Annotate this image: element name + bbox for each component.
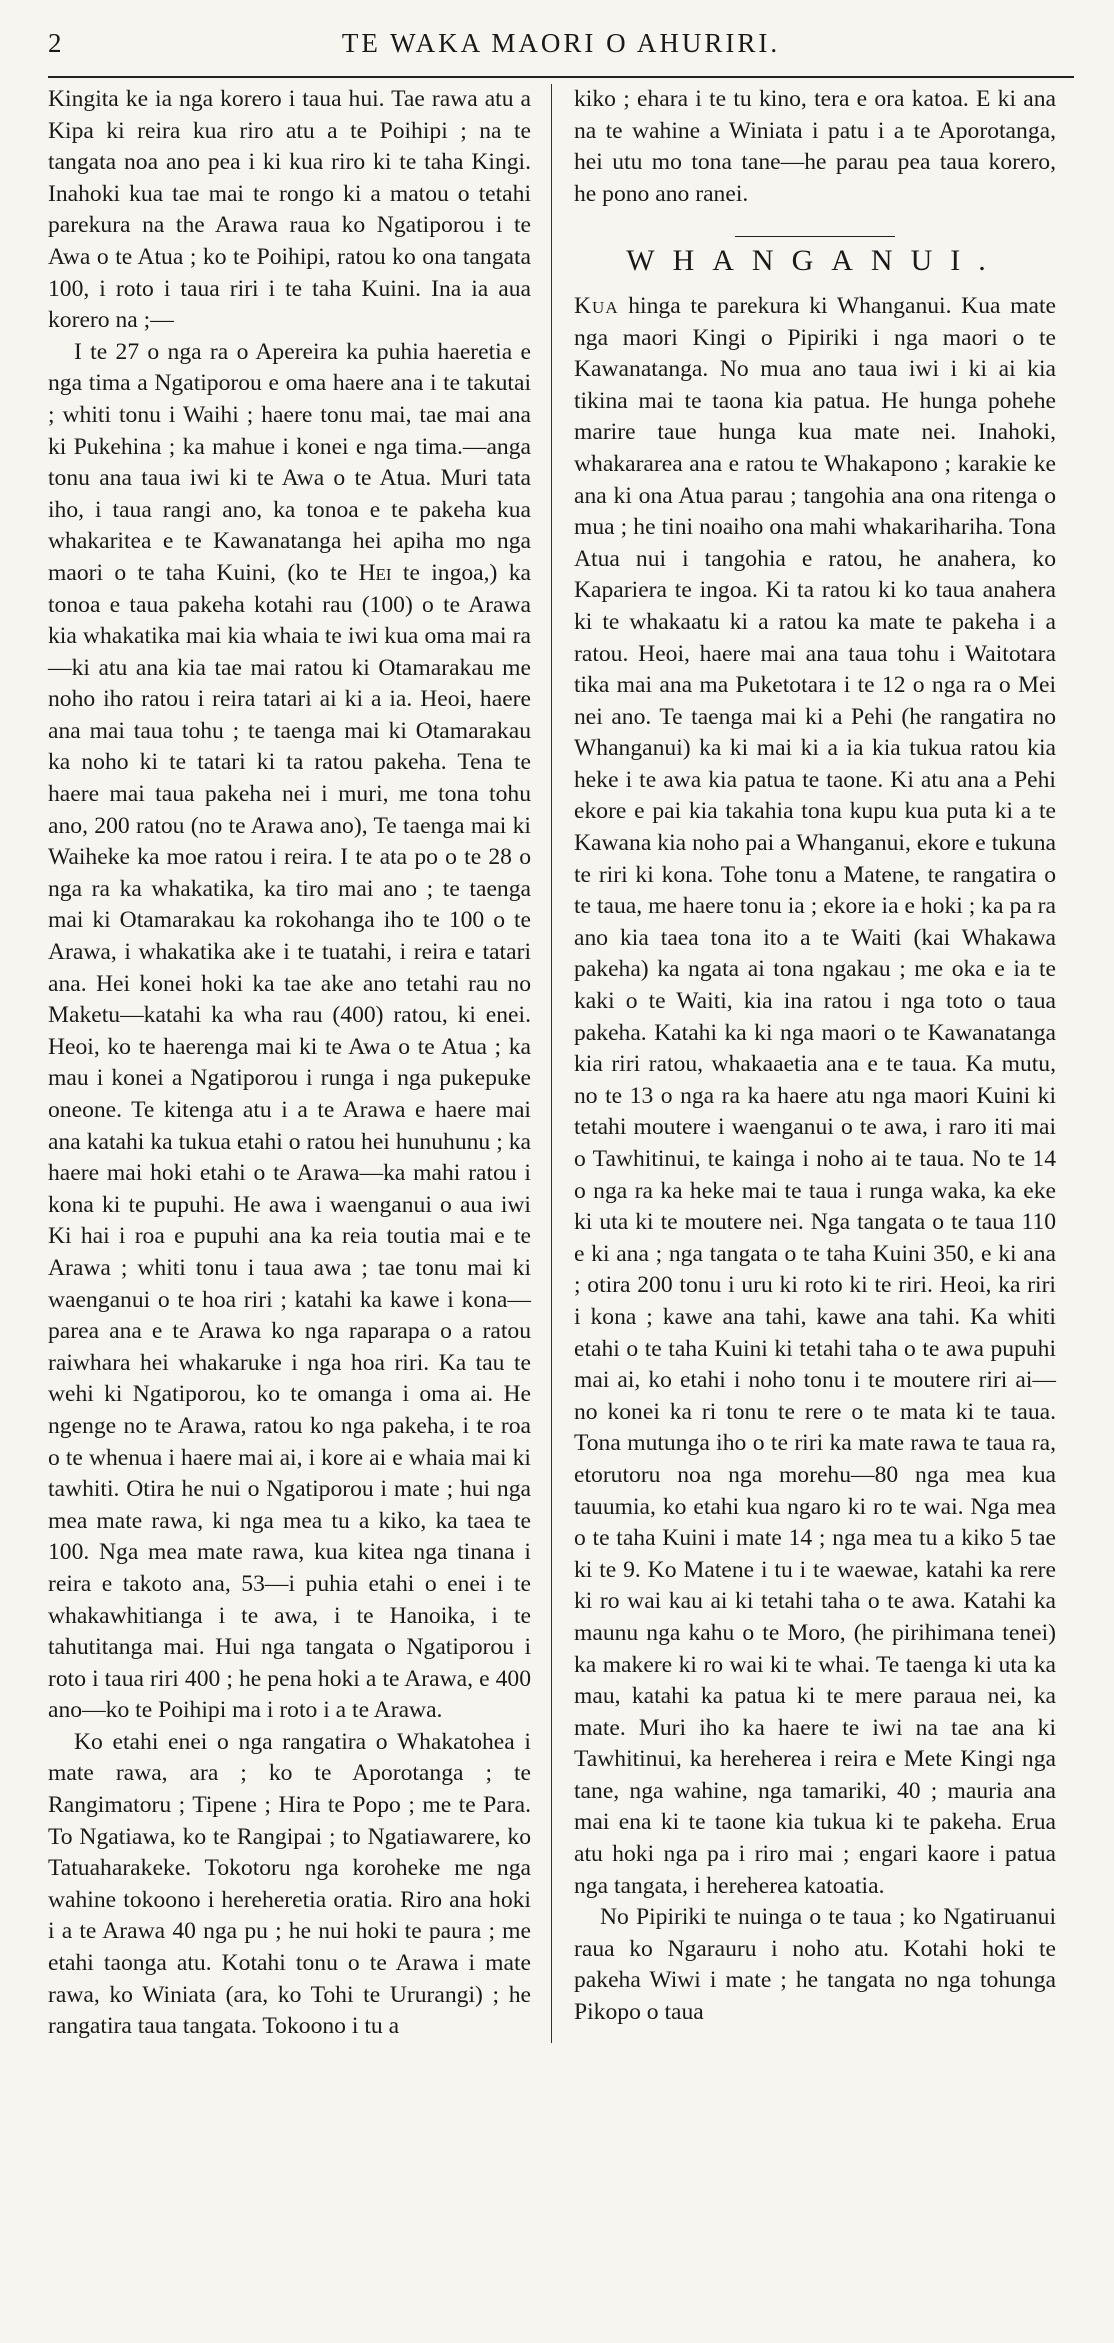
header-rule — [48, 76, 1074, 78]
left-paragraph-1: Kingita ke ia nga korero i taua hui. Tae rawa atu a Kipa ki reira kua riro atu a te Poihipi ; na te tangata noa ano pea i ki kua riro ki te taha Kingi. Inahoki kua tae mai te rongo ki a matou o tetahi parekura na the Arawa raua ko Ngatiporou i te Awa o te Atua ; ko te Poihipi, ratou ko ona tangata 100, i roto i taua riri i te taha Kuini. Ina ia aua korero na ;— — [48, 86, 531, 334]
right-column — [552, 84, 1056, 2043]
right-paragraph-2 — [574, 291, 1056, 1902]
officer-name: Hei — [358, 559, 392, 586]
right-paragraph-2-body: hinga te parekura ki Whanganui. Kua mate nga maori Kingi o Pipiriki i nga maori o te Kawanatanga. No mua ano taua iwi i ki ai kia tikina mai te taona kia patua. He hunga pohehe marire taue hunga kua mate nei. Inahoki, whakararea ana e ratou te Whakapono ; karakie ke ana ki ona Atua parau ; tangohia ana ona ritenga o mua ; he tini noaiho ona mahi whakarihariha. Tona Atua nui i tangohia e ratou, he anahera, ko Kapariera te ingoa. Ki ta ratou ki ko taua anahera ki te whakaatu ki a ratou ka mate te pakeha i a ratou. Heoi, haere mai ana taua tohu i Waitotara tika mai ana ma Puketotara i te 12 o nga ra o Mei nei ano. Te taenga mai ki a Pehi (he rangatira no Whanganui) ka ki mai ki a ia kia tukua ratou kia heke i te awa kia patua te taone. Ki atu ana a Pehi ekore e pai kia takahia tona kupu kua puta ki a te Kawana kia noho pai a Whanganui, ekore e tukuna te riri ki kona. Tohe tonu a Matene, te rangatira o te taua, me haere tonu ia ; ekore ia e hoki ; ka pa ra ano kia taea tona ito a te Waiti (kai Whakawa pakeha) ka ngata ai tona ngakau ; me oka e ia te kaki o te Waiti, kia ina ratou i nga toto o taua pakeha. Katahi ka ki nga maori o te Kawanatanga kia riri ratou, whakaaetia ana e te taua. Ka mutu, no te 13 o nga ra ka haere atu nga maori Kuini ki tetahi moutere i waenganui o te awa, i raro iti mai o Tawhitinui, te kainga i noho ai te taua. No te 14 o nga ra ka heke mai te taua i runga waka, ka eke ki uta ki te moutere nei. Nga tangata o te taua 110 e ki ana ; nga tangata o te taha Kuini 350, e ki ana ; otira 200 tonu i uru ki roto ki te riri. Heoi, ka riri i kona ; kawe ana tahi, kawe ana tahi. Ka whiti etahi o te taha Kuini ki tetahi taha o te awa pupuhi mai ai, ko etahi i noho tonu i te moutere riri ai—no konei ka ri tonu te rere o te mata ki te taua. Tona mutunga iho o te riri ka mate rawa te taua ra, etorutoru noa nga morehu—80 nga mea kua tauumia, ko etahi kua ngaro ki ro te wai. Nga mea o te taha Kuini i mate 14 ; nga mea tu a kiko 5 tae ki te 9. Ko Matene i tu i te waewae, katahi ka rere ki ro wai kau ai ki tetahi taha o te awa. Katahi ka maunu nga kahu o te Moro, (he pirihimana tenei) ka makere ki ro wai ki te whai. Te taenga ki uta ka mau, katahi ka patua ki te mere paraua nei, ka mate. Muri iho ka haere te iwi na tae ana ki Tawhitinui, ka hereherea i reira e Mete Kingi nga tane, nga wahine, nga tamariki, 40 ; mauria ana mai ena ki te taone kia tukua ki te pakeha. Erua atu hoki nga pa i riro mai ; engari kaore i patua nga tangata, i hereherea katoatia. — [574, 292, 1056, 1899]
article-columns — [48, 84, 1074, 2043]
left-column — [48, 84, 552, 2043]
masthead — [48, 28, 1074, 70]
left-paragraph-2-part-a: I te 27 o nga ra o Apereira ka puhia haeretia e nga tima a Ngatiporou e oma haere ana i te takutai ; whiti tonu i Waihi ; haere tonu mai, tae mai ana ki Pukehina ; ka mahue i konei e nga tima.—anga tonu ana taua iwi ki te Awa o te Atua. Muri tata iho, i taua rangi ano, ka tonoa e te pakeha kua whakaritea e te Kawanatanga hei apiha mo nga maori o te taha Kuini, (ko te — [48, 338, 531, 586]
left-paragraph-2-part-b: te ingoa,) ka tonoa e taua pakeha kotahi rau (100) o te Arawa kia whakatika mai kia whaia te iwi kua oma mai ra—ki atu ana kia tae mai ratou ki Otamarakau me noho iho ratou i reira tatari ai ki a ia. Heoi, haere ana mai taua tohu ; te taenga mai ki Otamarakau ka noho ki te tatari ki ta ratou pakeha. Tena te haere mai taua pakeha nei i muri, me tona tohu ano, 200 ratou (no te Arawa ano), Te taenga mai ki Waiheke ka moe ratou i reira. I te ata po o te 28 o nga ra ka whakatika, ka tiro mai ano ; te taenga mai ki Otamarakau ka rokohanga iho te 100 o te Arawa, i whakatika ake i te tuatahi, i reira e tatari ana. Hei konei hoki ka tae ake ano tetahi rau no Maketu—katahi ka wha rau (400) ratou, ki enei. Heoi, ko te haerenga mai ki te Awa o te Atua ; ka mau i konei a Ngatiporou i runga i nga pukepuke oneone. Te kitenga atu i a te Arawa e haere mai ana katahi ka tukua etahi o ratou hei hunuhunu ; ka haere mai hoki etahi o te Arawa—ka mahi ratou i kona ki te pupuhi. He awa i waenganui o aua iwi Ki hai i roa e pupuhi ana ka reia toutia mai e te Arawa ; whiti tonu i taua awa ; tae tonu mai ki waenganui o te hoa riri ; katahi ka kawe i kona—parea ana e te Arawa ko nga raparapa o a ratou raiwhara hei whakaruke i nga hoa riri. Ka tau te wehi ki Ngatiporou, ko te omanga i oma ai. He ngenge no te Arawa, ratou ko nga pakeha, i te roa o te whenua i haere mai ai, i kore ai e whaia mai ki tawhiti. Otira he nui o Ngatiporou i mate ; hui nga mea mate rawa, ki nga mea tu a kiko, ka taea te 100. Nga mea mate rawa, kua kitea nga tinana i reira e takoto ana, 53—i puhia etahi o enei i te whakawhitianga i te awa, i te Hanoika, i te tahutitanga mai. Hui nga tangata o Ngatiporou i roto i taua riri 400 ; he pena hoki a te Arawa, e 400 ano—ko te Poihipi ma i roto i a te Arawa. — [48, 559, 531, 1724]
section-heading: WHANGANUI. — [626, 244, 1004, 278]
right-paragraph-1: kiko ; ehara i te tu kino, tera e ora katoa. E ki ana na te wahine a Winiata i patu i a te Aporotanga, hei utu mo tona tane—he parau pea taua korero, he pono ano ranei. — [574, 86, 1056, 207]
left-paragraph-3: Ko etahi enei o nga rangatira o Whakatohea i mate rawa, ara ; ko te Aporotanga ; te Rangimatoru ; Tipene ; Hira te Popo ; me te Para. To Ngatiawa, ko te Rangipai ; to Ngatiawarere, ko Tatuaharakeke. Tokotoru nga koroheke me nga wahine tokoono i hereheretia oratia. Riro ana hoki i a te Arawa 40 nga pu ; he nui hoki te paura ; me etahi taonga atu. Kotahi tonu o te Arawa i mate rawa, ko Winiata (ara, ko Tohi te Ururangi) ; he rangatira taua tangata. Tokoono i tu a — [48, 1728, 531, 2040]
left-paragraph-2 — [48, 337, 531, 1727]
right-paragraph-3: No Pipiriki te nuinga o te taua ; ko Ngatiruanui raua ko Ngarauru i noho atu. Kotahi hoki te pakeha Wiwi i mate ; he tangata no nga tohunga Pikopo o taua — [574, 1904, 1056, 2026]
section-divider — [735, 236, 895, 237]
page-number: 2 — [48, 28, 62, 58]
lead-word: Kua — [574, 292, 619, 319]
newspaper-title: TE WAKA MAORI O AHURIRI. — [341, 28, 781, 58]
